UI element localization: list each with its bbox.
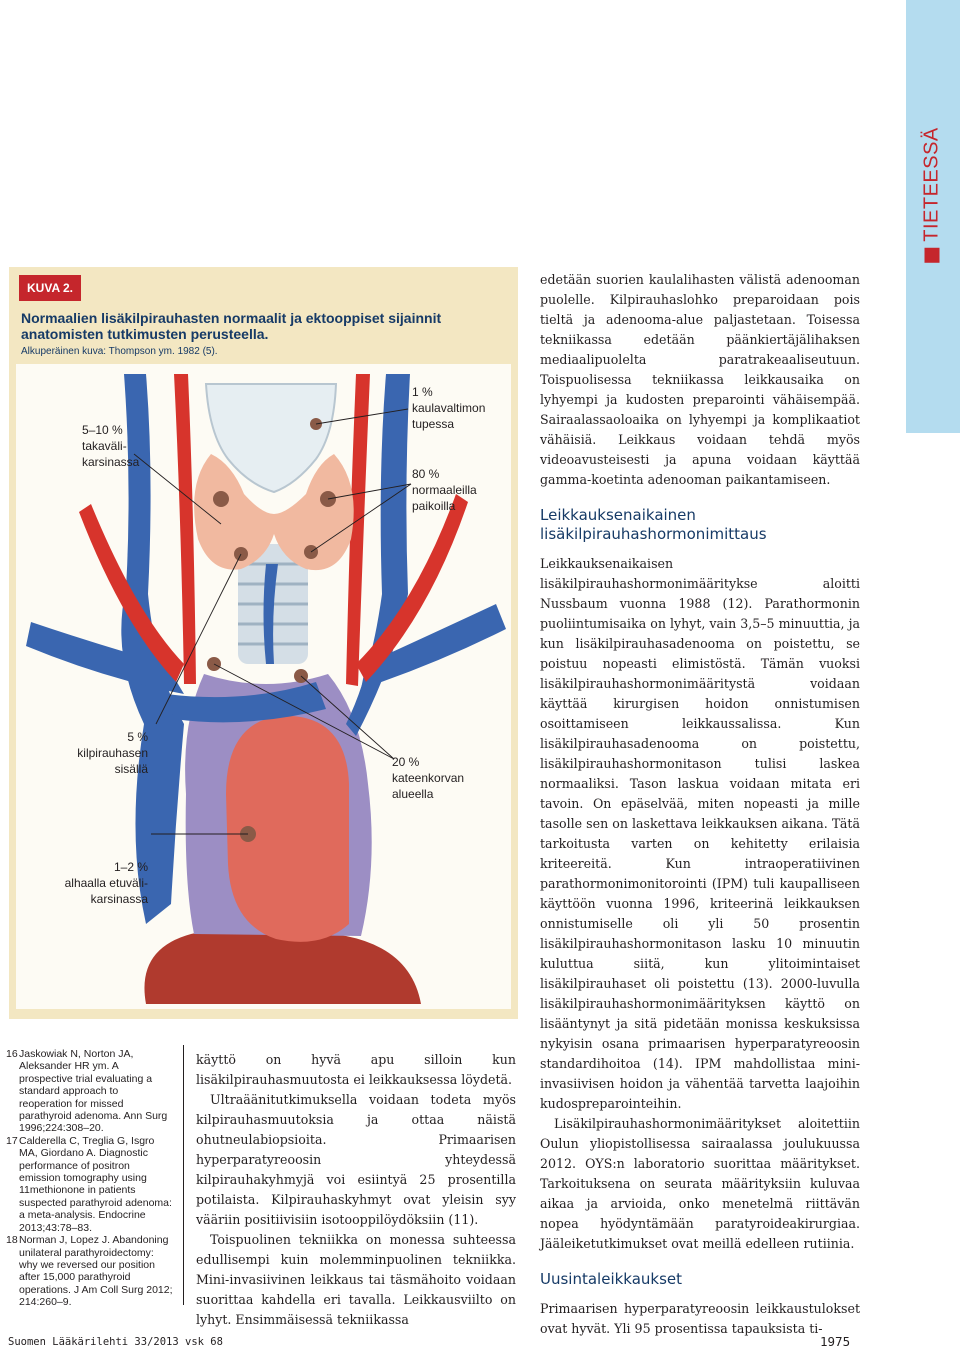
- reference-item: [6, 1234, 174, 1308]
- section-heading: Leikkauksenaikainen lisäkilpirauhashormonimittaus: [540, 506, 767, 543]
- reference-text: Calderella C, Treglia G, Isgro MA, Giordano A. Diagnostic performance of positron emission tomography using 11methionone in patients suspected parathyroid adenoma: a meta-analysis. Endocrine 2013;43:78–83.: [19, 1134, 172, 1234]
- reference-number: 16: [6, 1048, 18, 1060]
- reference-item: [6, 1048, 174, 1135]
- paragraph: Primaarisen hyperparatyreoosin leikkaustulokset ovat hyvät. Yli 95 prosentissa tapauksista ti-: [540, 1301, 860, 1336]
- section-label-text: TIETEESSÄ: [920, 127, 943, 242]
- paragraph: käyttö on hyvä apu silloin kun lisäkilpirauhasmuutosta ei leikkauksessa löydetä.: [196, 1052, 516, 1087]
- left-carotid-artery: [174, 374, 196, 684]
- paragraph: edetään suorien kaulalihasten välistä adenooman puolelle. Kilpirauhaslohko preparoidaan pois tieltä ja adenooma-alue paljastetaan. Toisessa tekniikassa edetään päänkiertäjälihaksen mediaalipuolelta paratrakeaaliseutuun. Toispuolisessa tekniikassa leikkausaika on lyhyempi ja kudosten preparointi vähäisempää. Sairaalassaoloaika on lyhyempi ja komplikaatiot vähäisiä. Leikkaus voidaan tehdä myös videoavusteisesti ja apuna voidaan käyttää gamma-koetinta adenooman paikantamiseen.: [540, 272, 860, 487]
- figure-tag: KUVA 2.: [19, 275, 81, 301]
- reference-list: [6, 1048, 174, 1309]
- section-heading: Uusintaleikkaukset: [540, 1270, 683, 1288]
- figure-illustration: [16, 364, 511, 1009]
- label-intrathyroid: 5 % kilpirauhasen sisällä: [77, 730, 148, 776]
- section-label: [921, 127, 944, 263]
- reference-number: 18: [6, 1234, 18, 1247]
- page-number: 1975: [820, 1334, 851, 1349]
- figure-frame: [9, 267, 518, 1019]
- figure-title: Normaalien lisäkilpirauhasten normaalit ja ektooppiset sijainnit anatomisten tutkimusten perusteella.: [21, 310, 442, 342]
- reference-text: Norman J, Lopez J. Abandoning unilateral parathyroidectomy: why we reversed our position after 15,000 parathyroid operations. J Am Coll Surg 2012; 214:260–9.: [19, 1234, 173, 1309]
- paragraph: Ultraäänitutkimuksella voidaan todeta myös kilpirauhasmuutoksia ja ottaa näistä ohutneulabiopsioita. Primaarisen hyperparatyreoosin yhteydessä kilpirauhakyhmyjä voi esiintyä 25 prosentilla potilaista. Kilpirauhaskyhmyt ovat yleisin syy vääriin positiivisiin isotooppilöydöksiin (11).: [196, 1092, 516, 1227]
- label-carotid-sheath: 1 % kaulavaltimon tupessa: [412, 385, 486, 431]
- journal-footer: Suomen Lääkärilehti 33/2013 vsk 68: [8, 1336, 223, 1348]
- body-column-middle: [196, 1050, 516, 1330]
- column-divider: [183, 1045, 184, 1305]
- label-anterior-mediastinum: 1–2 % alhaalla etuväli- karsinassa: [64, 860, 148, 906]
- paragraph: Toispuolinen tekniikka on monessa suhteessa edullisempi kuin molemminpuolinen tekniikka. Mini-invasiivinen leikkaus tai täsmähoito voidaan suorittaa kahdella eri tavalla. Leikkausviilto on lyhyt. Ensimmäisessä tekniikassa: [196, 1232, 516, 1327]
- reference-number: 17: [6, 1134, 18, 1147]
- paragraph: Lisäkilpirauhashormonimääritykset aloitettiin Oulun yliopistollisessa sairaalassa joulukuussa 2012. OYS:n laboratorio suorittaa määritykset. Tarkoituksena on seurata määrityksiin kuluvaa aikaa ja arvioida, onko menetelmä riittävän nopea hyödyntämään paratyroideakirurgiaa. Jääleiketutkimukset ovat meillä edelleen rutiinia.: [540, 1116, 860, 1251]
- label-retroesophageal: 5–10 % takaväli- karsinassa: [82, 423, 140, 469]
- reference-item: [6, 1135, 174, 1234]
- label-thymus-region: 20 % kateenkorvan alueella: [392, 755, 465, 801]
- section-square-icon: [925, 248, 940, 263]
- reference-text: Jaskowiak N, Norton JA, Aleksander HR ym. A prospective trial evaluating a standard approach to reoperation for missed parathyroid adenoma. Ann Surg 1996;224:308–20.: [19, 1048, 168, 1135]
- paragraph: Leikkauksenaikaisen lisäkilpirauhashormonimääritykse aloitti Nussbaum vuonna 1988 (12). Parathormonin puoliintumisaika on lyhyt, vain 3,5–5 minuuttia, ja kun lisäkilpirauhasadenooma on poistettu, se poistuu nopeasti elimistöstä. Tämän vuoksi lisäkilpirauhashormonimääritystä voidaan käyttää kirurgisen hoidon onnistumisen osoittamiseen leikkaussalissa. Kun lisäkilpirauhasadenooma on poistettu, lisäkilpirauhashormonitason tulisi laskea normaaliksi. Tason laskua voidaan mitata eri tavoin. On epäselvää, miten nopeasti ja mille tasolle sen on laskettava leikkauksen aikana. Tätä tarkoitusta varten on kehitetty erilaisia kriteereitä. Kun intraoperatiivinen parathormonimonitorointi (IPM) tuli kaupalliseen käyttöön vuonna 1996, kriteerinä leikkauksen onnistumiselle oli yli 50 prosentin lisäkilpirauhashormonitason lasku 10 minuutin kuluttua siitä, kun ylitoimintaiset lisäkilpirauhaset oli poistettu (13). 2000-luvulla lisäkilpirauhashormonimäärityksen käyttö on lisääntynyt ja sitä pidetään monissa keskuksissa nykyisin osana primaarisen hyperparatyreoosin standardihoitoa (14). IPM mahdollistaa mini-invasiivisen hoidon ja vähentää tarvetta laajoihin kudospreparointeihin.: [540, 556, 860, 1111]
- body-column-right: [540, 270, 860, 1339]
- figure-credit: Alkuperäinen kuva: Thompson ym. 1982 (5).: [21, 346, 218, 357]
- label-normal-position: 80 % normaaleilla paikoilla: [412, 467, 477, 513]
